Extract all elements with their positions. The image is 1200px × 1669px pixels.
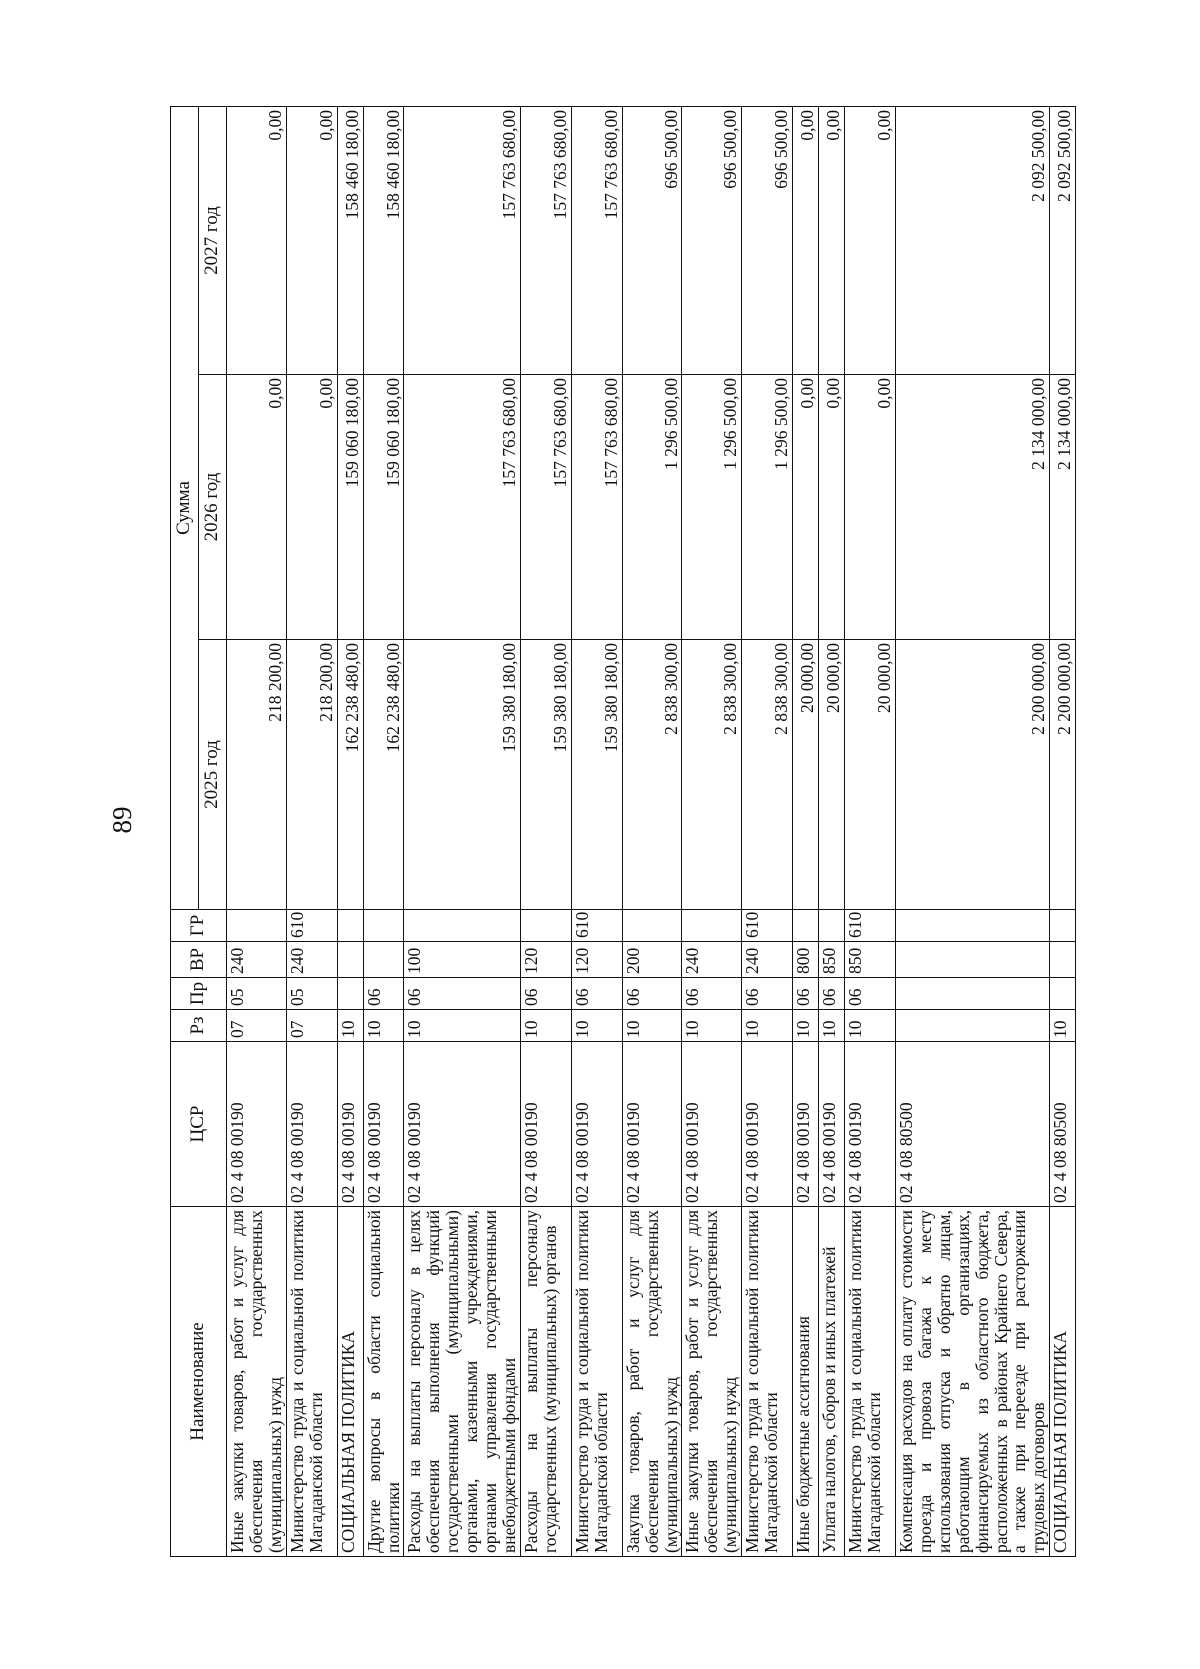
cell-rz: 10 bbox=[622, 1010, 682, 1042]
cell-pr: 06 bbox=[363, 978, 404, 1010]
table-row bbox=[845, 106, 896, 1556]
cell-pr: 06 bbox=[404, 978, 520, 1010]
cell-name: Расходы на выплаты персоналу в целях обеспечения выполнения функций государственными (муниципальными) органами, казенными учреждениями, органами управления государственными внебюджетными фондами bbox=[404, 1207, 520, 1557]
cell-2026: 157 763 680,00 bbox=[404, 375, 520, 640]
cell-gr bbox=[337, 910, 363, 942]
cell-2027: 0,00 bbox=[227, 106, 287, 374]
header-csr: ЦСР bbox=[171, 1042, 227, 1207]
cell-vr: 240 bbox=[227, 942, 287, 978]
cell-2026: 159 060 180,00 bbox=[363, 375, 404, 640]
cell-pr: 06 bbox=[845, 978, 896, 1010]
cell-pr: 06 bbox=[682, 978, 742, 1010]
cell-name: Другие вопросы в области социальной политики bbox=[363, 1207, 404, 1557]
cell-2025: 218 200,00 bbox=[227, 640, 287, 910]
table-row bbox=[404, 106, 520, 1556]
cell-rz: 10 bbox=[571, 1010, 622, 1042]
cell-2027: 2 092 500,00 bbox=[1050, 106, 1076, 374]
cell-name: Иные закупки товаров, работ и услуг для обеспечения государственных (муниципальных) нужд bbox=[682, 1207, 742, 1557]
cell-name: Закупка товаров, работ и услуг для обеспечения государственных (муниципальных) нужд bbox=[622, 1207, 682, 1557]
cell-gr: 610 bbox=[286, 910, 337, 942]
cell-2025: 159 380 180,00 bbox=[404, 640, 520, 910]
cell-vr: 850 bbox=[819, 942, 845, 978]
cell-2027: 696 500,00 bbox=[742, 106, 793, 374]
table-row bbox=[286, 106, 337, 1556]
cell-gr bbox=[622, 910, 682, 942]
cell-name: Компенсация расходов на оплату стоимости проезда и провоза багажа к месту использования отпуска и обратно лицам, работающим в организациях, финансируемых из областного бюджета, расположенных в районах Крайнего Севера, а также при переезде при расторжении трудовых договоров bbox=[896, 1207, 1050, 1557]
cell-2025: 162 238 480,00 bbox=[363, 640, 404, 910]
cell-2026: 0,00 bbox=[793, 375, 819, 640]
cell-vr: 240 bbox=[682, 942, 742, 978]
header-year-2025: 2025 год bbox=[199, 640, 227, 910]
cell-2025: 162 238 480,00 bbox=[337, 640, 363, 910]
cell-name: Министерство труда и социальной политики Магаданской области bbox=[571, 1207, 622, 1557]
cell-pr: 06 bbox=[819, 978, 845, 1010]
cell-2026: 159 060 180,00 bbox=[337, 375, 363, 640]
cell-csr: 02 4 08 00190 bbox=[682, 1042, 742, 1207]
cell-2026: 2 134 000,00 bbox=[896, 375, 1050, 640]
cell-rz: 10 bbox=[1050, 1010, 1076, 1042]
cell-2026: 0,00 bbox=[286, 375, 337, 640]
cell-csr: 02 4 08 00190 bbox=[286, 1042, 337, 1207]
cell-pr bbox=[1050, 978, 1076, 1010]
cell-csr: 02 4 08 00190 bbox=[622, 1042, 682, 1207]
cell-rz: 10 bbox=[363, 1010, 404, 1042]
cell-name: Расходы на выплаты персоналу государственных (муниципальных) органов bbox=[520, 1207, 571, 1557]
cell-csr: 02 4 08 00190 bbox=[742, 1042, 793, 1207]
rotated-table-frame bbox=[170, 107, 1075, 1557]
cell-2025: 2 838 300,00 bbox=[682, 640, 742, 910]
cell-csr: 02 4 08 00190 bbox=[845, 1042, 896, 1207]
cell-rz: 10 bbox=[793, 1010, 819, 1042]
table-row bbox=[896, 106, 1050, 1556]
table-row bbox=[622, 106, 682, 1556]
table-row bbox=[793, 106, 819, 1556]
cell-vr: 240 bbox=[286, 942, 337, 978]
cell-2027: 158 460 180,00 bbox=[363, 106, 404, 374]
cell-vr: 100 bbox=[404, 942, 520, 978]
cell-gr: 610 bbox=[742, 910, 793, 942]
cell-gr bbox=[793, 910, 819, 942]
header-year-2026: 2026 год bbox=[199, 375, 227, 640]
cell-2027: 0,00 bbox=[793, 106, 819, 374]
cell-2027: 157 763 680,00 bbox=[571, 106, 622, 374]
cell-gr bbox=[363, 910, 404, 942]
cell-rz: 10 bbox=[520, 1010, 571, 1042]
cell-name: СОЦИАЛЬНАЯ ПОЛИТИКА bbox=[1050, 1207, 1076, 1557]
cell-rz bbox=[896, 1010, 1050, 1042]
cell-pr: 06 bbox=[571, 978, 622, 1010]
header-gr: ГР bbox=[171, 910, 227, 942]
cell-pr: 05 bbox=[286, 978, 337, 1010]
table-row bbox=[337, 106, 363, 1556]
cell-vr: 200 bbox=[622, 942, 682, 978]
cell-csr: 02 4 08 00190 bbox=[404, 1042, 520, 1207]
table-row bbox=[682, 106, 742, 1556]
cell-csr: 02 4 08 80500 bbox=[896, 1042, 1050, 1207]
cell-name: СОЦИАЛЬНАЯ ПОЛИТИКА bbox=[337, 1207, 363, 1557]
cell-2025: 20 000,00 bbox=[793, 640, 819, 910]
cell-csr: 02 4 08 00190 bbox=[571, 1042, 622, 1207]
cell-name: Министерство труда и социальной политики Магаданской области bbox=[845, 1207, 896, 1557]
rotated-table-container bbox=[170, 107, 1075, 1557]
header-vr: ВР bbox=[171, 942, 227, 978]
table-row bbox=[363, 106, 404, 1556]
cell-gr bbox=[896, 910, 1050, 942]
cell-vr bbox=[896, 942, 1050, 978]
cell-name: Министерство труда и социальной политики Магаданской области bbox=[286, 1207, 337, 1557]
cell-pr: 06 bbox=[520, 978, 571, 1010]
cell-csr: 02 4 08 00190 bbox=[793, 1042, 819, 1207]
cell-2027: 157 763 680,00 bbox=[520, 106, 571, 374]
cell-2027: 2 092 500,00 bbox=[896, 106, 1050, 374]
cell-csr: 02 4 08 00190 bbox=[337, 1042, 363, 1207]
cell-name: Министерство труда и социальной политики Магаданской области bbox=[742, 1207, 793, 1557]
cell-vr bbox=[337, 942, 363, 978]
cell-2026: 0,00 bbox=[819, 375, 845, 640]
cell-2025: 20 000,00 bbox=[819, 640, 845, 910]
cell-2026: 1 296 500,00 bbox=[742, 375, 793, 640]
cell-pr bbox=[337, 978, 363, 1010]
cell-csr: 02 4 08 00190 bbox=[363, 1042, 404, 1207]
cell-gr: 610 bbox=[845, 910, 896, 942]
cell-name: Уплата налогов, сборов и иных платежей bbox=[819, 1207, 845, 1557]
table-row bbox=[227, 106, 287, 1556]
cell-2027: 696 500,00 bbox=[622, 106, 682, 374]
cell-csr: 02 4 08 00190 bbox=[819, 1042, 845, 1207]
cell-csr: 02 4 08 80500 bbox=[1050, 1042, 1076, 1207]
cell-2025: 2 838 300,00 bbox=[742, 640, 793, 910]
cell-rz: 10 bbox=[742, 1010, 793, 1042]
page-number: 89 bbox=[107, 806, 137, 834]
cell-2025: 159 380 180,00 bbox=[520, 640, 571, 910]
cell-csr: 02 4 08 00190 bbox=[227, 1042, 287, 1207]
cell-pr: 06 bbox=[793, 978, 819, 1010]
cell-2027: 0,00 bbox=[286, 106, 337, 374]
cell-rz: 10 bbox=[845, 1010, 896, 1042]
table-header-row bbox=[171, 106, 199, 1556]
cell-gr bbox=[227, 910, 287, 942]
cell-gr bbox=[682, 910, 742, 942]
cell-gr: 610 bbox=[571, 910, 622, 942]
cell-vr: 800 bbox=[793, 942, 819, 978]
cell-gr bbox=[1050, 910, 1076, 942]
cell-vr: 120 bbox=[520, 942, 571, 978]
cell-2026: 157 763 680,00 bbox=[520, 375, 571, 640]
cell-vr: 120 bbox=[571, 942, 622, 978]
cell-pr: 05 bbox=[227, 978, 287, 1010]
header-rz: Рз bbox=[171, 1010, 227, 1042]
cell-vr bbox=[363, 942, 404, 978]
cell-name: Иные бюджетные ассигнования bbox=[793, 1207, 819, 1557]
cell-name: Иные закупки товаров, работ и услуг для обеспечения государственных (муниципальных) нужд bbox=[227, 1207, 287, 1557]
cell-2027: 157 763 680,00 bbox=[404, 106, 520, 374]
table-row bbox=[520, 106, 571, 1556]
cell-2026: 0,00 bbox=[845, 375, 896, 640]
cell-2025: 2 200 000,00 bbox=[1050, 640, 1076, 910]
budget-table bbox=[170, 106, 1076, 1557]
cell-vr: 850 bbox=[845, 942, 896, 978]
header-sum-group: Сумма bbox=[171, 106, 199, 909]
cell-vr: 240 bbox=[742, 942, 793, 978]
cell-pr: 06 bbox=[622, 978, 682, 1010]
cell-pr bbox=[896, 978, 1050, 1010]
table-row bbox=[1050, 106, 1076, 1556]
cell-rz: 10 bbox=[337, 1010, 363, 1042]
cell-vr bbox=[1050, 942, 1076, 978]
cell-rz: 10 bbox=[682, 1010, 742, 1042]
cell-2025: 159 380 180,00 bbox=[571, 640, 622, 910]
table-row bbox=[819, 106, 845, 1556]
cell-2026: 1 296 500,00 bbox=[682, 375, 742, 640]
cell-2026: 157 763 680,00 bbox=[571, 375, 622, 640]
table-row bbox=[742, 106, 793, 1556]
cell-2027: 158 460 180,00 bbox=[337, 106, 363, 374]
cell-2026: 2 134 000,00 bbox=[1050, 375, 1076, 640]
cell-rz: 10 bbox=[819, 1010, 845, 1042]
cell-2027: 0,00 bbox=[845, 106, 896, 374]
cell-2027: 696 500,00 bbox=[682, 106, 742, 374]
cell-2025: 218 200,00 bbox=[286, 640, 337, 910]
header-year-2027: 2027 год bbox=[199, 106, 227, 374]
cell-rz: 07 bbox=[286, 1010, 337, 1042]
cell-rz: 07 bbox=[227, 1010, 287, 1042]
cell-gr bbox=[819, 910, 845, 942]
cell-pr: 06 bbox=[742, 978, 793, 1010]
cell-2025: 2 838 300,00 bbox=[622, 640, 682, 910]
header-name: Наименование bbox=[171, 1207, 227, 1557]
cell-rz: 10 bbox=[404, 1010, 520, 1042]
cell-2026: 0,00 bbox=[227, 375, 287, 640]
cell-gr bbox=[404, 910, 520, 942]
cell-2025: 20 000,00 bbox=[845, 640, 896, 910]
header-pr: Пр bbox=[171, 978, 227, 1010]
cell-2026: 1 296 500,00 bbox=[622, 375, 682, 640]
table-row bbox=[571, 106, 622, 1556]
cell-2027: 0,00 bbox=[819, 106, 845, 374]
cell-csr: 02 4 08 00190 bbox=[520, 1042, 571, 1207]
cell-gr bbox=[520, 910, 571, 942]
cell-2025: 2 200 000,00 bbox=[896, 640, 1050, 910]
